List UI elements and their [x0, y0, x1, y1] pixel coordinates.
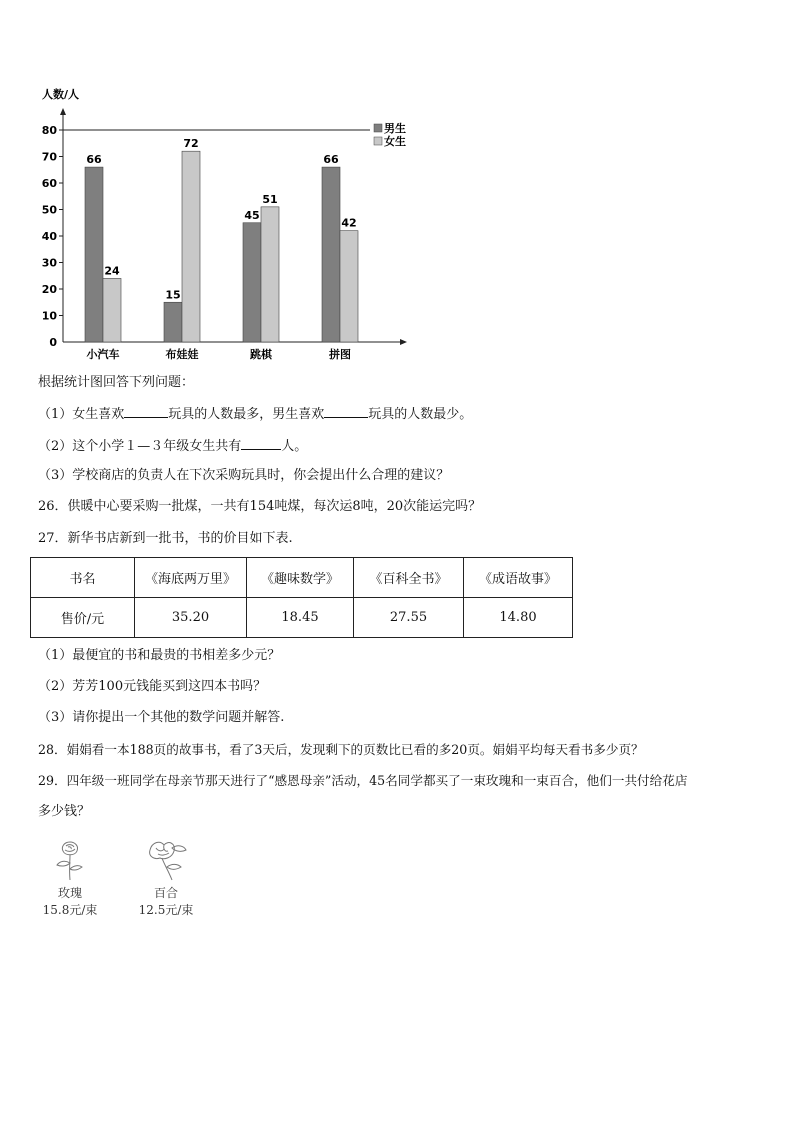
q1-post: 玩具的人数最少。 — [368, 407, 473, 422]
question-1 — [38, 404, 472, 424]
flower-price: 15.8元/束 — [42, 903, 98, 917]
legend-label: 男生 — [384, 122, 406, 135]
bar-value-label: 15 — [165, 288, 181, 302]
answer-blank[interactable] — [124, 404, 168, 418]
question-2 — [38, 436, 307, 456]
answer-blank[interactable] — [241, 436, 281, 450]
question-27-1: （1）最便宜的书和最贵的书相差多少元？ — [38, 648, 281, 663]
table-cell: 《百科全书》 — [354, 558, 464, 598]
y-tick-label: 0 — [49, 336, 57, 349]
question-29-line1: 29．四年级一班同学在母亲节那天进行了“感恩母亲”活动，45名同学都买了一束玫瑰和一束百合，他们一共付给花店 — [38, 773, 688, 788]
price-table — [30, 557, 573, 638]
q1-pre: （1）女生喜欢 — [38, 407, 125, 422]
x-tick-label: 跳棋 — [250, 348, 272, 361]
table-cell: 27.55 — [354, 598, 464, 638]
y-axis-label: 人数/人 — [42, 88, 80, 101]
q2-post: 人。 — [281, 439, 308, 454]
lily-item — [131, 836, 201, 919]
bar-value-label: 42 — [341, 216, 357, 230]
q2-pre: （2）这个小学１—３年级女生共有 — [38, 439, 242, 454]
bar — [182, 151, 200, 342]
question-3: （3）学校商店的负责人在下次采购玩具时，你会提出什么合理的建议？ — [38, 468, 450, 483]
rose-icon — [46, 836, 94, 882]
table-row — [31, 598, 573, 638]
intro-text: 根据统计图回答下列问题： — [38, 375, 195, 390]
lily-icon — [138, 836, 194, 882]
y-tick-label: 50 — [41, 203, 57, 217]
legend-label: 女生 — [384, 135, 406, 148]
y-tick-label: 10 — [41, 309, 57, 323]
bar-chart — [30, 82, 420, 364]
bar — [164, 302, 182, 342]
bar — [85, 167, 103, 342]
answer-blank[interactable] — [324, 404, 368, 418]
bar — [243, 223, 261, 342]
bar-value-label: 45 — [244, 208, 260, 222]
legend-swatch — [374, 124, 382, 132]
flower-price: 12.5元/束 — [138, 903, 194, 917]
y-tick-label: 80 — [41, 124, 57, 137]
flower-name: 玫瑰 — [57, 886, 82, 900]
bar — [261, 207, 279, 342]
table-cell: 35.20 — [135, 598, 247, 638]
x-tick-label: 布娃娃 — [165, 348, 199, 361]
table-cell: 18.45 — [247, 598, 354, 638]
table-cell: 14.80 — [464, 598, 573, 638]
y-tick-label: 20 — [41, 283, 57, 296]
bar — [322, 167, 340, 342]
x-tick-label: 拼图 — [329, 348, 351, 361]
y-axis-arrow — [60, 108, 66, 115]
question-26: 26．供暖中心要采购一批煤，一共有154吨煤，每次运8吨，20次能运完吗？ — [38, 499, 482, 514]
y-tick-label: 70 — [41, 150, 57, 164]
bar-value-label: 51 — [262, 192, 278, 206]
bar — [103, 278, 121, 342]
y-tick-label: 40 — [41, 230, 57, 243]
question-27-2: （2）芳芳100元钱能买到这四本书吗？ — [38, 679, 267, 694]
table-cell: 《趣味数学》 — [247, 558, 354, 598]
bar-value-label: 66 — [86, 153, 102, 167]
table-header-cell: 售价/元 — [31, 598, 135, 638]
flower-name: 百合 — [153, 886, 178, 900]
question-27-3: （3）请你提出一个其他的数学问题并解答. — [38, 710, 285, 725]
bar — [340, 231, 358, 342]
rose-item — [36, 836, 104, 919]
bar-value-label: 24 — [104, 264, 120, 278]
question-27: 27．新华书店新到一批书，书的价目如下表. — [38, 531, 293, 546]
question-29-line2: 多少钱？ — [38, 804, 91, 819]
table-cell: 《成语故事》 — [464, 558, 573, 598]
question-28: 28．娟娟看一本188页的故事书，看了3天后，发现剩下的页数比已看的多20页。娟娟平均每天看书多少页？ — [38, 742, 644, 757]
q1-mid: 玩具的人数最多，男生喜欢 — [168, 407, 325, 422]
x-tick-label: 小汽车 — [86, 348, 120, 361]
table-row — [31, 558, 573, 598]
table-cell: 《海底两万里》 — [135, 558, 247, 598]
table-header-cell: 书名 — [31, 558, 135, 598]
y-tick-label: 30 — [41, 256, 57, 270]
legend-swatch — [374, 137, 382, 145]
y-tick-label: 60 — [41, 177, 57, 190]
x-axis-arrow — [400, 339, 407, 345]
bar-value-label: 72 — [183, 137, 199, 151]
bar-value-label: 66 — [323, 153, 339, 167]
